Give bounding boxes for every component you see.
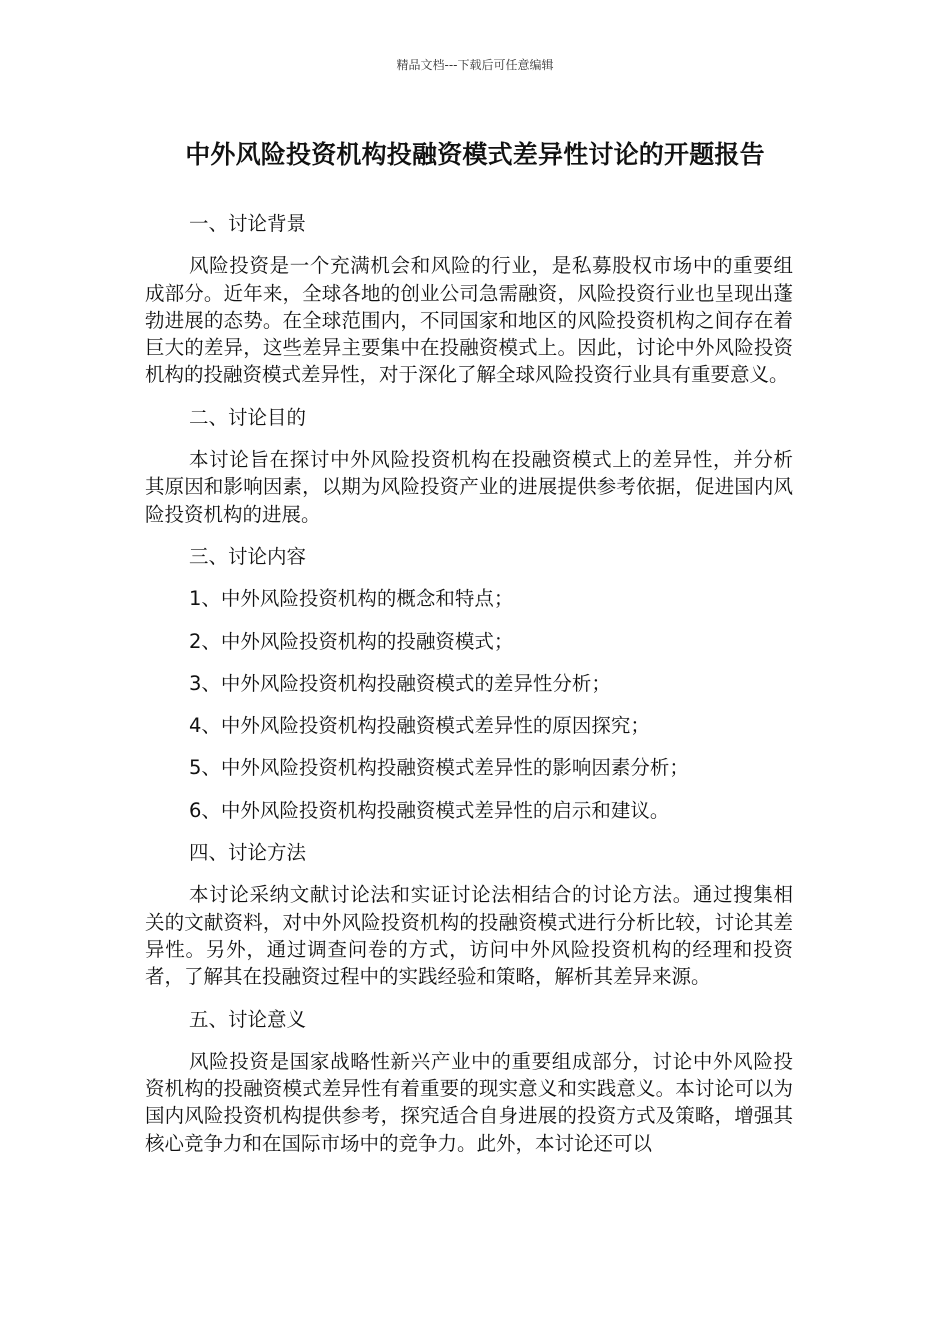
section-heading-content: 三、讨论内容 [189,544,307,568]
section-heading-background: 一、讨论背景 [189,212,307,235]
list-item: 4、中外风险投资机构投融资模式差异性的原因探究； [189,714,650,738]
paragraph-method: 本讨论采纳文献讨论法和实证讨论法相结合的讨论方法。通过搜集相关的文献资料，对中外风险投资机构的投融资模式进行分析比较，讨论其差异性。另外，通过调查问卷的方式，访问中外风险投资机构的经理和投资者，了解其在投融资过程中的实践经验和策略，解析其差异来源。 [145,883,793,989]
document-body [145,210,793,1157]
header-note: 精品文档---下载后可任意编辑 [396,58,554,72]
list-item: 6、中外风险投资机构投融资模式差异性的启示和建议。 [189,798,670,822]
section-heading-method: 四、讨论方法 [189,841,307,865]
list-item: 2、中外风险投资机构的投融资模式； [189,629,514,653]
list-item: 1、中外风险投资机构的概念和特点； [189,587,514,611]
paragraph-purpose: 本讨论旨在探讨中外风险投资机构在投融资模式上的差异性，并分析其原因和影响因素，以期为风险投资产业的进展提供参考依据，促进国内风险投资机构的进展。 [145,448,793,526]
paragraph-significance: 风险投资是国家战略性新兴产业中的重要组成部分，讨论中外风险投资机构的投融资模式差异性有着重要的现实意义和实践意义。本讨论可以为国内风险投资机构提供参考，探究适合自身进展的投资方式及策略，增强其核心竞争力和在国际市场中的竞争力。此外，本讨论还可以 [145,1049,793,1155]
document-title: 中外风险投资机构投融资模式差异性讨论的开题报告 [185,140,765,169]
section-heading-purpose: 二、讨论目的 [189,405,307,429]
list-item: 5、中外风险投资机构投融资模式差异性的影响因素分析； [189,756,689,780]
list-item: 3、中外风险投资机构投融资模式的差异性分析； [189,671,611,695]
paragraph-background: 风险投资是一个充满机会和风险的行业，是私募股权市场中的重要组成部分。近年来，全球各地的创业公司急需融资，风险投资行业也呈现出蓬勃进展的态势。在全球范围内，不同国家和地区的风险投资机构之间存在着巨大的差异，这些差异主要集中在投融资模式上。因此，讨论中外风险投资机构的投融资模式差异性，对于深化了解全球风险投资行业具有重要意义。 [145,254,793,387]
section-heading-significance: 五、讨论意义 [189,1007,307,1031]
